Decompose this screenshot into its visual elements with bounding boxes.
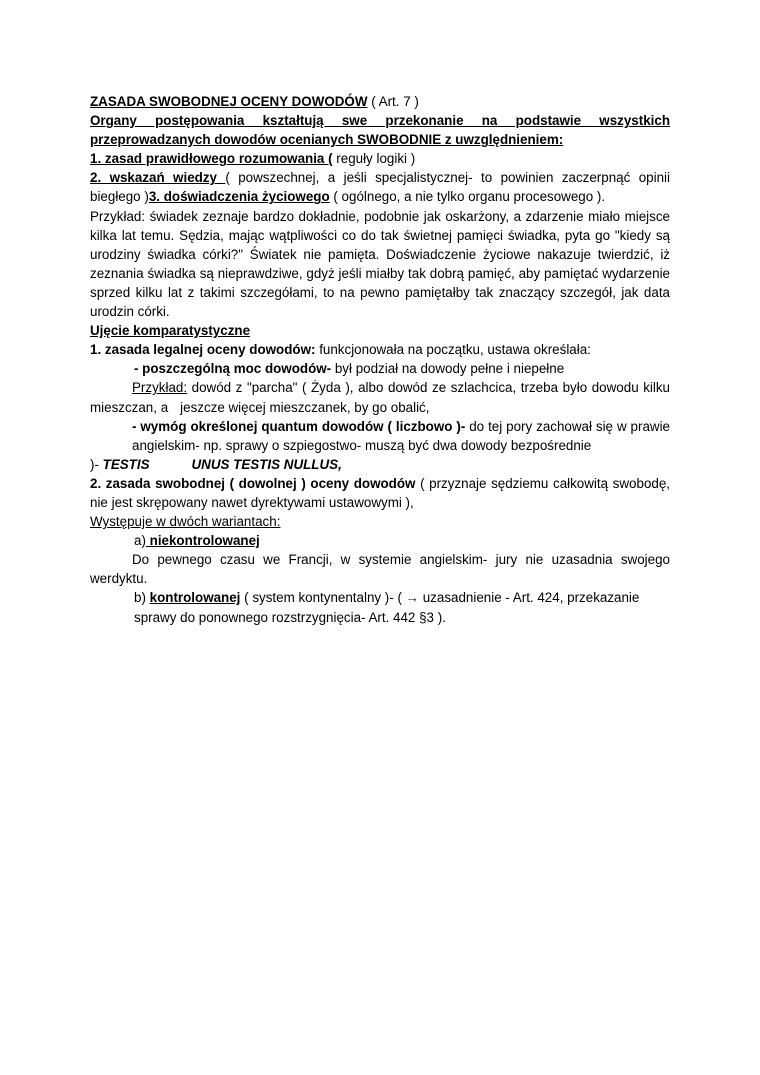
variant-a-description <box>90 550 670 588</box>
rule-2-label: 2. wskazań wiedzy <box>90 170 226 186</box>
main-heading: ZASADA SWOBODNEJ OCENY DOWODÓW <box>90 94 368 109</box>
legal-evaluation-line <box>90 340 670 359</box>
latin-maxim-line <box>90 455 670 474</box>
heading-line <box>90 92 670 111</box>
rule-2-text: ( powszechnej, a jeśli specjalistycznej- to powinien zaczerpnąć opinii biegłego ) <box>90 170 670 205</box>
variant-b-text-b: sprawy do ponownego rozstrzygnięcia- Art. 442 §3 ). <box>134 609 446 625</box>
free-evaluation-text: ( przyznaje sędziemu całkowitą swobodę, nie jest skrępowany nawet dyrektywami ustawowymi ), <box>90 475 671 510</box>
variant-a-prefix: a) <box>134 533 146 549</box>
legal-evaluation-label: 1. zasada legalnej oceny dowodów: <box>90 342 316 358</box>
variant-b-paragraph <box>90 588 670 626</box>
example-2-label: Przykład: <box>132 380 188 396</box>
variant-a-label: niekontrolowanej <box>145 533 260 549</box>
intro-paragraph: Organy postępowania kształtują swe przekonanie na podstawie wszystkich przeprowadzanych dowodów ocenianych SWOBODNIE z uwzględnieniem: <box>90 113 670 148</box>
document-body <box>90 92 670 627</box>
specific-power-line <box>90 359 670 378</box>
variants-heading: Występuje w dwóch wariantach: <box>90 514 281 530</box>
variant-a-text: Do pewnego czasu we Francji, w systemie angielskim- jury nie uzasadnia swojego werdyktu. <box>90 552 670 587</box>
comparative-heading: Ujęcie komparatystyczne <box>90 323 251 339</box>
specific-power-text: był podział na dowody pełne i niepełne <box>331 361 565 377</box>
variant-b-text-a: ( system kontynentalny )- ( → uzasadnienie - Art. 424, przekazanie <box>240 590 640 606</box>
example-paragraph: Przykład: świadek zeznaje bardzo dokładnie, podobnie jak oskarżony, a zdarzenie miało miejsce kilka lat temu. Sędzia, mając wątpliwości co do tak świetnej pamięci świadka, pyta go "kiedy są urodziny świadka córki?" Światek nie pamięta. Doświadczenie życiowe nakazuje twierdzić, iż zeznania świadka są nieprawdziwe, gdyż jeśli miałby tak dobrą pamięć, aby pamiętać wydarzenie sprzed kilku lat z takimi szczegółami, to na pewno pamiętałby tak znaczący szczegół, jak data urodzin córki. <box>90 208 670 320</box>
variant-b-label: kontrolowanej <box>149 590 241 606</box>
rule-1-label: 1. zasad prawidłowego rozumowania ( <box>90 151 333 167</box>
legal-evaluation-text: funkcjonowała na początku, ustawa określała: <box>315 342 591 358</box>
heading-article-ref: ( Art. 7 ) <box>367 94 419 109</box>
variant-a-line <box>90 531 670 550</box>
example-2-text-b: jeszcze więcej mieszczanek, by go obalić, <box>180 399 430 415</box>
latin-maxim-part-a: TESTIS <box>102 456 150 472</box>
free-evaluation-paragraph <box>90 474 670 512</box>
quantum-label: - wymóg określonej quantum dowodów ( liczbowo )- <box>132 418 466 434</box>
quantum-paragraph <box>90 417 670 455</box>
quantum-text-a: do tej pory zachował się w prawie <box>465 418 670 434</box>
rule-1-text: reguły logiki ) <box>332 151 416 167</box>
variant-b-prefix: b) <box>134 590 150 606</box>
rule-3-text: ( ogólnego, a nie tylko organu procesowego ). <box>329 189 606 205</box>
rule-2-paragraph <box>90 168 670 206</box>
latin-maxim-part-b: UNUS TESTIS NULLUS, <box>191 456 342 472</box>
example-2-paragraph <box>90 378 670 416</box>
quantum-text-b: angielskim- np. sprawy o szpiegostwo- muszą być dwa dowody bezpośrednie <box>132 437 592 453</box>
example-2-text-a: dowód z "parcha" ( Żyda ), albo dowód ze szlachcica, trzeba było dowodu kilku mieszczan, a <box>90 380 670 415</box>
free-evaluation-label: 2. zasada swobodnej ( dowolnej ) oceny dowodów <box>90 475 416 491</box>
rule-3-label: 3. doświadczenia życiowego <box>148 189 330 205</box>
latin-prefix: )- <box>90 456 103 472</box>
rule-1-line <box>90 149 670 168</box>
specific-power-label: - poszczególną moc dowodów- <box>134 361 332 377</box>
